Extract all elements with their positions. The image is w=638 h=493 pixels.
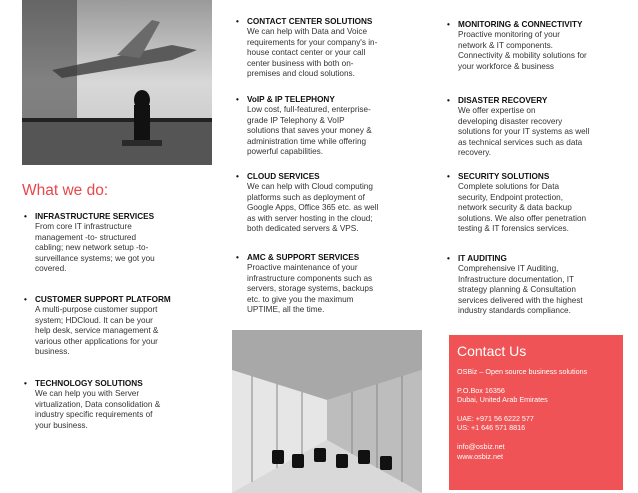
service-customer-support: [24, 295, 204, 357]
service-title: • IT AUDITING: [447, 254, 627, 264]
service-line: as with server hosting in the cloud;: [247, 213, 373, 223]
service-line: solutions. We also offer penetration: [458, 213, 587, 223]
service-line: Low cost, full-featured, enterprise-: [247, 105, 371, 115]
service-auditing: [447, 254, 627, 316]
website-link[interactable]: www.osbiz.net: [457, 451, 503, 461]
contact-tagline: [457, 367, 615, 377]
service-line: business.: [35, 347, 70, 357]
service-line: UPTIME, all the time.: [247, 305, 325, 315]
service-line: solutions that saves your money &: [247, 126, 372, 136]
service-line: covered.: [35, 264, 67, 274]
service-line: solutions for your IT systems as well: [458, 127, 590, 137]
service-line: We can help with Cloud computing: [247, 182, 373, 192]
service-line: We can help with Data and Voice: [247, 27, 368, 37]
service-title: • VoIP & IP TELEPHONY: [236, 95, 416, 105]
service-line: center business with both on-: [247, 58, 354, 68]
service-line: virtualization, Data consolidation &: [35, 399, 161, 409]
service-amc: [236, 253, 416, 315]
service-line: We can help you with Server: [35, 389, 140, 399]
contact-address: [457, 386, 615, 405]
what-we-do-title: What we do:: [22, 182, 109, 199]
lobby-photo: [232, 330, 422, 493]
service-title: • CLOUD SERVICES: [236, 172, 418, 182]
service-line: Proactive maintenance of your: [247, 263, 358, 273]
service-line: industry standards compliance.: [458, 306, 571, 316]
service-line: etc. to give you the maximum: [247, 294, 354, 304]
service-line: management -to- structured: [35, 232, 137, 242]
service-line: services delivered with the highest: [458, 295, 583, 305]
service-contact-center: [236, 17, 416, 79]
service-line: your business.: [35, 420, 88, 430]
service-line: infrastructure components such as: [247, 273, 373, 283]
service-infrastructure: [24, 212, 204, 274]
service-title: • SECURITY SOLUTIONS: [447, 172, 627, 182]
service-line: recovery.: [458, 148, 492, 158]
service-title: • MONITORING & CONNECTIVITY: [447, 20, 627, 30]
contact-web: [457, 442, 615, 461]
service-line: grade IP Telephony & VoIP: [247, 115, 345, 125]
contact-title: Contact Us: [457, 343, 527, 359]
service-line: surveillance systems; we got you: [35, 253, 155, 263]
service-title: • CUSTOMER SUPPORT PLATFORM: [24, 295, 204, 305]
service-line: Proactive monitoring of your: [458, 30, 560, 40]
service-security: [447, 172, 627, 234]
service-line: security, Endpoint protection,: [458, 192, 563, 202]
service-cloud: [236, 172, 418, 234]
service-line: industry specific requirements of: [35, 410, 153, 420]
service-line: as technical services such as data: [458, 137, 583, 147]
service-line: network & IT components.: [458, 40, 553, 50]
service-line: system; HDCloud. It can be your: [35, 315, 153, 325]
service-title: • TECHNOLOGY SOLUTIONS: [24, 379, 204, 389]
service-line: requirements for your company's in-: [247, 37, 378, 47]
service-line: both dedicated servers & VPS.: [247, 224, 359, 234]
service-title: • DISASTER RECOVERY: [447, 96, 627, 106]
service-line: Comprehensive IT Auditing,: [458, 264, 559, 274]
service-line: platforms such as deployment of: [247, 192, 365, 202]
service-line: Infrastructure documentation, IT: [458, 274, 575, 284]
service-line: help desk, service management &: [35, 326, 159, 336]
address-line: P.O.Box 16356: [457, 385, 505, 395]
service-line: developing disaster recovery: [458, 116, 563, 126]
service-line: From core IT infrastructure: [35, 222, 132, 232]
service-disaster: [447, 96, 627, 158]
airport-photo: [22, 0, 212, 165]
contact-box: [449, 335, 623, 490]
service-line: network security & data backup: [458, 203, 572, 213]
email-link[interactable]: info@osbiz.net: [457, 441, 505, 451]
service-line: Google Apps, Office 365 etc. as well: [247, 203, 379, 213]
service-voip: [236, 95, 416, 157]
service-line: testing & IT forensics services.: [458, 224, 569, 234]
phone-line[interactable]: UAE: +971 56 6222 577: [457, 413, 534, 423]
contact-phones: [457, 414, 615, 433]
phone-line[interactable]: US: +1 646 571 8816: [457, 423, 526, 433]
service-line: servers, storage systems, backups: [247, 284, 374, 294]
service-line: We offer expertise on: [458, 106, 536, 116]
tagline-text: OSBiz – Open source business solutions: [457, 367, 588, 376]
service-monitoring: [447, 20, 627, 72]
service-technology: [24, 379, 204, 431]
service-line: administration time while offering: [247, 136, 367, 146]
service-line: A multi-purpose customer support: [35, 305, 158, 315]
service-line: Complete solutions for Data: [458, 182, 560, 192]
address-line: Dubai, United Arab Emirates: [457, 395, 548, 405]
service-line: cabling; new network setup -to-: [35, 243, 149, 253]
service-title: • AMC & SUPPORT SERVICES: [236, 253, 416, 263]
service-line: house contact center or your call: [247, 48, 366, 58]
service-title: • INFRASTRUCTURE SERVICES: [24, 212, 204, 222]
service-title: • CONTACT CENTER SOLUTIONS: [236, 17, 416, 27]
service-line: premises and cloud solutions.: [247, 69, 355, 79]
service-line: strategy planning & Consultation: [458, 285, 576, 295]
service-line: various other applications for your: [35, 336, 158, 346]
service-line: powerful capabilities.: [247, 147, 324, 157]
service-line: your workforce & business: [458, 61, 555, 71]
service-line: Connectivity & mobility solutions for: [458, 51, 587, 61]
